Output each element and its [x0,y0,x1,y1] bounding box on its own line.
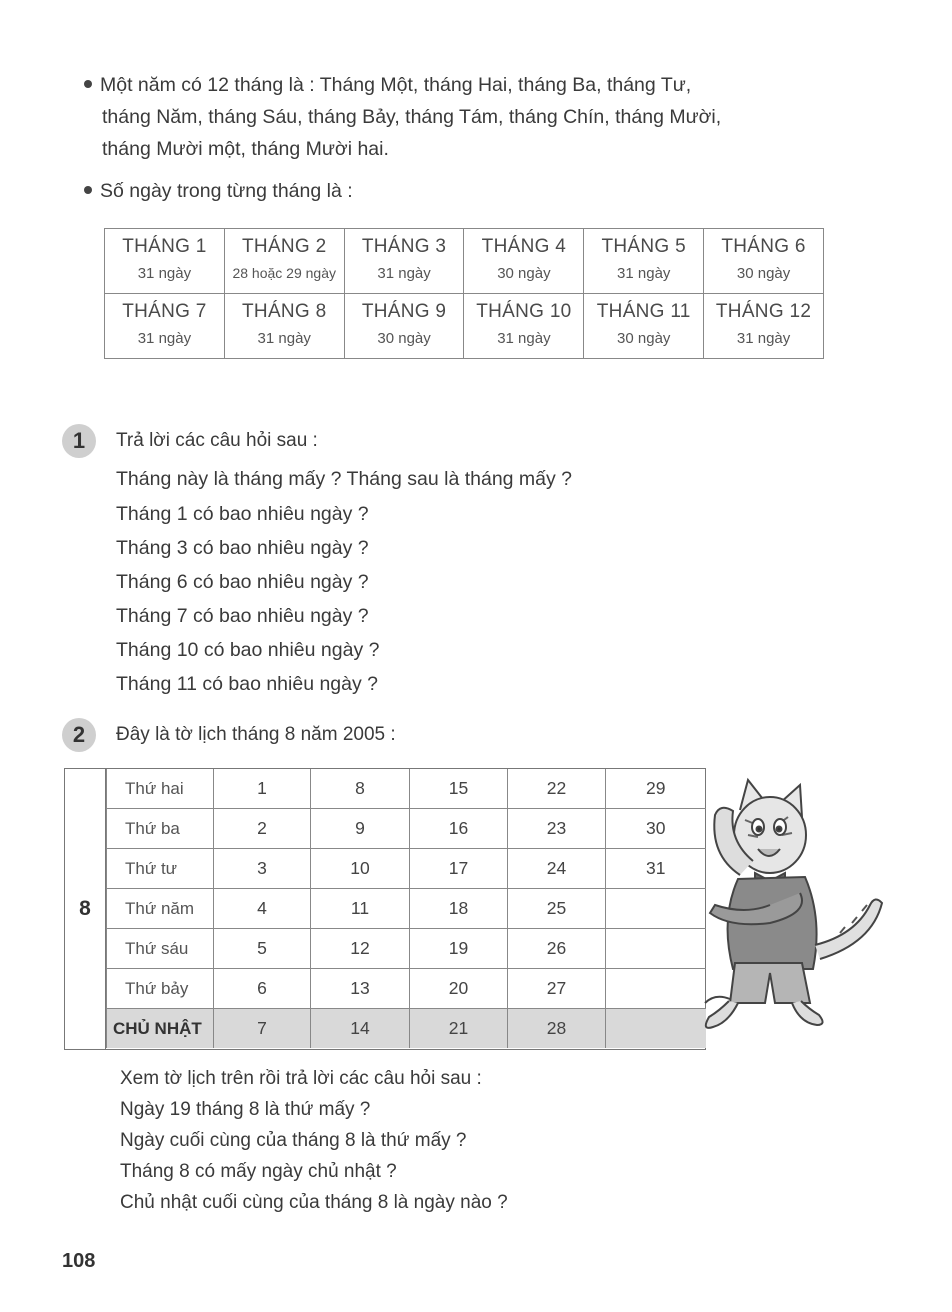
month-cell [105,229,225,294]
bullet-icon [84,186,92,194]
month-name: THÁNG 2 [242,236,327,257]
calendar-date-cell: 13 [311,969,410,1009]
month-days: 31 ngày [137,265,192,282]
exercise-1-question: Tháng 1 có bao nhiêu ngày ? [116,503,369,525]
exercise-1-number-badge: 1 [62,424,96,458]
weekday-label: Thứ bảy [107,969,214,1009]
calendar-date-cell: 21 [410,1009,508,1049]
month-days: 31 ngày [497,330,551,347]
exercise-1-question: Tháng 3 có bao nhiêu ngày ? [116,537,369,559]
calendar-row [107,889,706,929]
calendar-row [107,809,706,849]
calendar-date-cell: 18 [410,889,508,929]
month-cell [464,229,584,294]
exercise-1-question: Tháng này là tháng mấy ? Tháng sau là tháng mấy ? [116,468,573,490]
month-name: THÁNG 10 [476,301,572,322]
month-name: THÁNG 1 [122,236,207,257]
month-name: THÁNG 3 [361,236,447,257]
calendar-month-number: 8 [65,769,106,1049]
exercise-2-question: Ngày cuối cùng của tháng 8 là thứ mấy ? [120,1130,467,1151]
month-name: THÁNG 11 [596,301,691,322]
page-number: 108 [62,1250,96,1272]
month-days: 31 ngày [736,330,791,347]
month-days: 30 ngày [736,265,791,282]
exercise-2-question: Chủ nhật cuối cùng của tháng 8 là ngày nào ? [120,1192,508,1213]
calendar-row-sunday [107,1009,706,1049]
month-cell [344,229,464,294]
month-name: THÁNG 5 [601,236,686,257]
calendar-row [107,969,706,1009]
calendar-date-cell: 6 [214,969,311,1009]
exercise-2-question: Tháng 8 có mấy ngày chủ nhật ? [120,1161,397,1182]
intro-bullet-1 [84,74,691,97]
exercise-2-prompt: Đây là tờ lịch tháng 8 năm 2005 : [116,724,396,745]
calendar-date-cell: 14 [311,1009,410,1049]
weekday-label: Thứ ba [107,809,214,849]
calendar-date-cell: 29 [606,769,706,809]
august-calendar [64,768,706,1050]
weekday-label: Thứ tư [107,849,214,889]
exercise-1-prompt: Trả lời các câu hỏi sau : [116,430,318,451]
weekday-label: Thứ sáu [107,929,214,969]
month-name: THÁNG 12 [715,301,812,322]
weekday-label: CHỦ NHẬT [107,1009,214,1049]
intro-line-1: Một năm có 12 tháng là : Tháng Một, tháng Hai, tháng Ba, tháng Tư, [100,74,692,96]
calendar-row [107,849,706,889]
calendar-date-cell: 9 [311,809,410,849]
month-cell [105,294,225,359]
month-days: 31 ngày [137,330,192,347]
cartoon-cat-illustration [700,775,885,1045]
month-cell [224,229,344,294]
calendar-row [107,769,706,809]
calendar-date-cell [606,1009,706,1049]
month-name: THÁNG 6 [721,236,806,257]
calendar-date-cell: 30 [606,809,706,849]
calendar-date-cell: 23 [508,809,606,849]
month-name: THÁNG 7 [122,301,207,322]
month-cell [584,294,704,359]
month-cell [344,294,464,359]
months-row [105,229,824,294]
intro-line-3: tháng Mười một, tháng Mười hai. [102,138,389,160]
month-cell [224,294,344,359]
calendar-date-cell: 1 [214,769,311,809]
calendar-date-cell: 8 [311,769,410,809]
month-cell [584,229,704,294]
calendar-date-cell [606,969,706,1009]
intro-bullet-2 [84,180,353,203]
intro-days-heading: Số ngày trong từng tháng là : [100,180,353,202]
calendar-date-cell: 27 [508,969,606,1009]
month-days: 30 ngày [497,265,551,282]
calendar-date-cell: 28 [508,1009,606,1049]
intro-line-2: tháng Năm, tháng Sáu, tháng Bảy, tháng Tám, tháng Chín, tháng Mười, [102,106,722,128]
calendar-date-cell [606,929,706,969]
calendar-date-cell: 31 [606,849,706,889]
calendar-date-cell: 15 [410,769,508,809]
calendar-date-cell: 3 [214,849,311,889]
exercise-2-question: Ngày 19 tháng 8 là thứ mấy ? [120,1099,371,1120]
calendar-date-cell: 12 [311,929,410,969]
calendar-grid [106,769,706,1048]
month-days: 30 ngày [617,330,671,347]
month-cell [704,294,824,359]
calendar-date-cell: 5 [214,929,311,969]
months-row [105,294,824,359]
exercise-2-followup-prompt: Xem tờ lịch trên rồi trả lời các câu hỏi sau : [120,1068,482,1089]
calendar-date-cell: 25 [508,889,606,929]
month-cell [464,294,584,359]
exercise-1-question: Tháng 7 có bao nhiêu ngày ? [116,605,369,627]
calendar-date-cell [606,889,706,929]
calendar-date-cell: 26 [508,929,606,969]
calendar-date-cell: 11 [311,889,410,929]
calendar-date-cell: 4 [214,889,311,929]
months-days-table [104,228,824,359]
exercise-1-question: Tháng 10 có bao nhiêu ngày ? [116,639,380,661]
calendar-date-cell: 17 [410,849,508,889]
bullet-icon [84,80,92,88]
month-days: 28 hoặc 29 ngày [232,265,336,281]
month-name: THÁNG 9 [361,301,447,322]
month-days: 31 ngày [377,265,431,282]
exercise-1-question: Tháng 6 có bao nhiêu ngày ? [116,571,369,593]
calendar-date-cell: 20 [410,969,508,1009]
month-name: THÁNG 4 [481,236,567,257]
month-cell [704,229,824,294]
calendar-date-cell: 24 [508,849,606,889]
month-days: 31 ngày [617,265,671,282]
month-days: 31 ngày [257,330,311,347]
calendar-row [107,929,706,969]
month-days: 30 ngày [377,330,431,347]
weekday-label: Thứ năm [107,889,214,929]
calendar-date-cell: 2 [214,809,311,849]
calendar-date-cell: 22 [508,769,606,809]
calendar-date-cell: 19 [410,929,508,969]
calendar-date-cell: 16 [410,809,508,849]
calendar-date-cell: 7 [214,1009,311,1049]
weekday-label: Thứ hai [107,769,214,809]
calendar-date-cell: 10 [311,849,410,889]
exercise-1-question: Tháng 11 có bao nhiêu ngày ? [116,673,379,695]
month-name: THÁNG 8 [242,301,327,322]
exercise-2-number-badge: 2 [62,718,96,752]
